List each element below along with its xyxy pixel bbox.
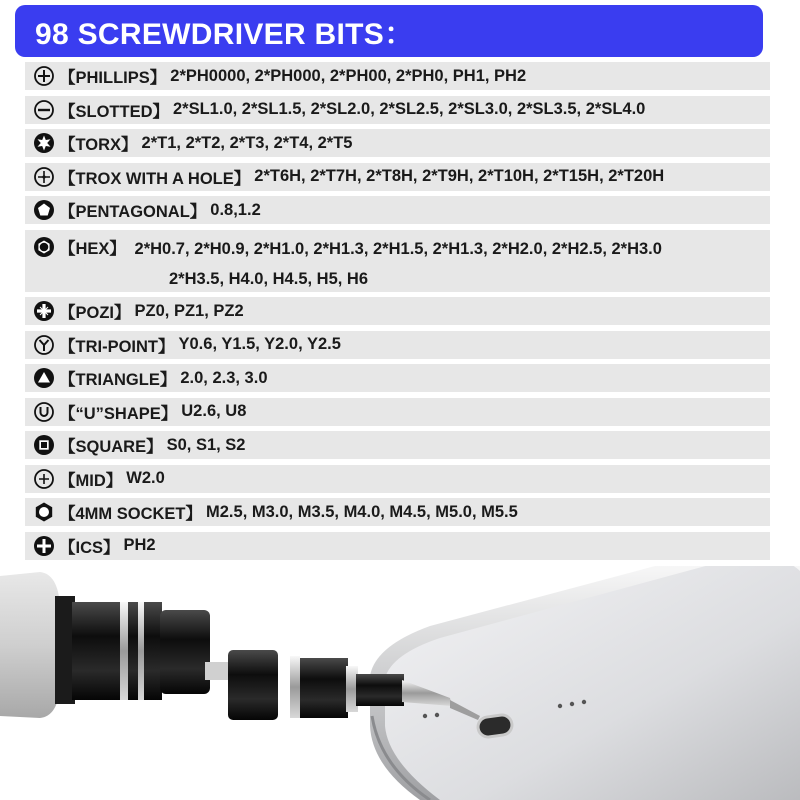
bit-type-label: 【SLOTTED】 xyxy=(59,102,169,121)
bit-row-pentagonal xyxy=(25,196,770,224)
bit-sizes: M2.5, M3.0, M3.5, M4.0, M4.5, M5.0, M5.5 xyxy=(206,502,518,521)
bit-type-label: 【TROX WITH A HOLE】 xyxy=(59,169,251,188)
triangle-icon xyxy=(33,367,55,389)
bit-sizes: PZ0, PZ1, PZ2 xyxy=(134,301,244,320)
bit-row-hex xyxy=(25,230,770,292)
bit-type-label: 【PHILLIPS】 xyxy=(59,69,167,87)
bit-row-mid xyxy=(25,465,770,493)
bit-sizes: 2*SL1.0, 2*SL1.5, 2*SL2.0, 2*SL2.5, 2*SL3.0, 2*SL3.5, 2*SL4.0 xyxy=(173,100,646,118)
bit-sizes: W2.0 xyxy=(126,469,165,487)
bit-type-label: 【MID】 xyxy=(59,471,123,490)
bit-sizes-continued: 2*H3.5, H4.0, H4.5, H5, H6 xyxy=(169,269,369,288)
bit-sizes: 0.8,1.2 xyxy=(210,200,261,219)
bit-row-socket xyxy=(25,498,770,526)
ics-icon xyxy=(33,535,55,557)
title-banner xyxy=(15,5,763,57)
slotted-icon xyxy=(33,99,55,121)
bit-sizes: 2*H0.7, 2*H0.9, 2*H1.0, 2*H1.3, 2*H1.5, 2*H1.3, 2*H2.0, 2*H2.5, 2*H3.0 xyxy=(134,239,662,258)
phillips-icon xyxy=(33,65,55,87)
bit-sizes: S0, S1, S2 xyxy=(166,435,246,454)
bit-row-phillips xyxy=(25,62,770,90)
bit-row-u-shape xyxy=(25,398,770,426)
mid-icon xyxy=(33,468,55,490)
square-icon xyxy=(33,434,55,456)
bit-type-label: 【HEX】 xyxy=(59,239,126,258)
bit-row-tri-point xyxy=(25,331,770,359)
bit-row-slotted xyxy=(25,96,770,124)
u-shape-icon xyxy=(33,401,55,423)
bit-type-label: 【TRI-POINT】 xyxy=(59,337,175,356)
bit-list xyxy=(25,62,770,565)
tri-point-icon xyxy=(33,334,55,356)
bit-sizes: 2*T6H, 2*T7H, 2*T8H, 2*T9H, 2*T10H, 2*T15H, 2*T20H xyxy=(254,167,665,185)
pozi-icon xyxy=(33,300,55,322)
bit-row-ics xyxy=(25,532,770,560)
bit-type-label: 【ICS】 xyxy=(59,538,120,557)
bit-row-torx-hole xyxy=(25,163,770,191)
product-photo xyxy=(0,566,800,800)
bit-type-label: 【POZI】 xyxy=(59,304,131,322)
page-title: 98 SCREWDRIVER BITS： xyxy=(35,18,415,51)
bit-sizes: 2.0, 2.3, 3.0 xyxy=(180,368,268,387)
bit-row-torx xyxy=(25,129,770,157)
pentagon-icon xyxy=(33,199,55,221)
socket-icon xyxy=(33,501,55,523)
torx-icon xyxy=(33,132,55,154)
bit-sizes: 2*PH0000, 2*PH000, 2*PH00, 2*PH0, PH1, PH2 xyxy=(170,66,527,85)
hex-icon xyxy=(33,236,55,258)
bit-sizes: Y0.6, Y1.5, Y2.0, Y2.5 xyxy=(178,335,341,353)
bit-row-pozi xyxy=(25,297,770,325)
bit-type-label: 【“U”SHAPE】 xyxy=(59,404,178,423)
bit-sizes: U2.6, U8 xyxy=(181,402,247,420)
bit-type-label: 【PENTAGONAL】 xyxy=(59,203,207,221)
bit-sizes: 2*T1, 2*T2, 2*T3, 2*T4, 2*T5 xyxy=(141,133,353,152)
bit-type-label: 【TORX】 xyxy=(59,136,138,154)
torx-hole-icon xyxy=(33,166,55,188)
bit-sizes: PH2 xyxy=(123,536,156,554)
bit-type-label: 【TRIANGLE】 xyxy=(59,371,177,389)
bit-row-square xyxy=(25,431,770,459)
bit-row-triangle xyxy=(25,364,770,392)
bit-type-label: 【4MM SOCKET】 xyxy=(59,505,203,523)
bit-type-label: 【SQUARE】 xyxy=(59,438,163,456)
